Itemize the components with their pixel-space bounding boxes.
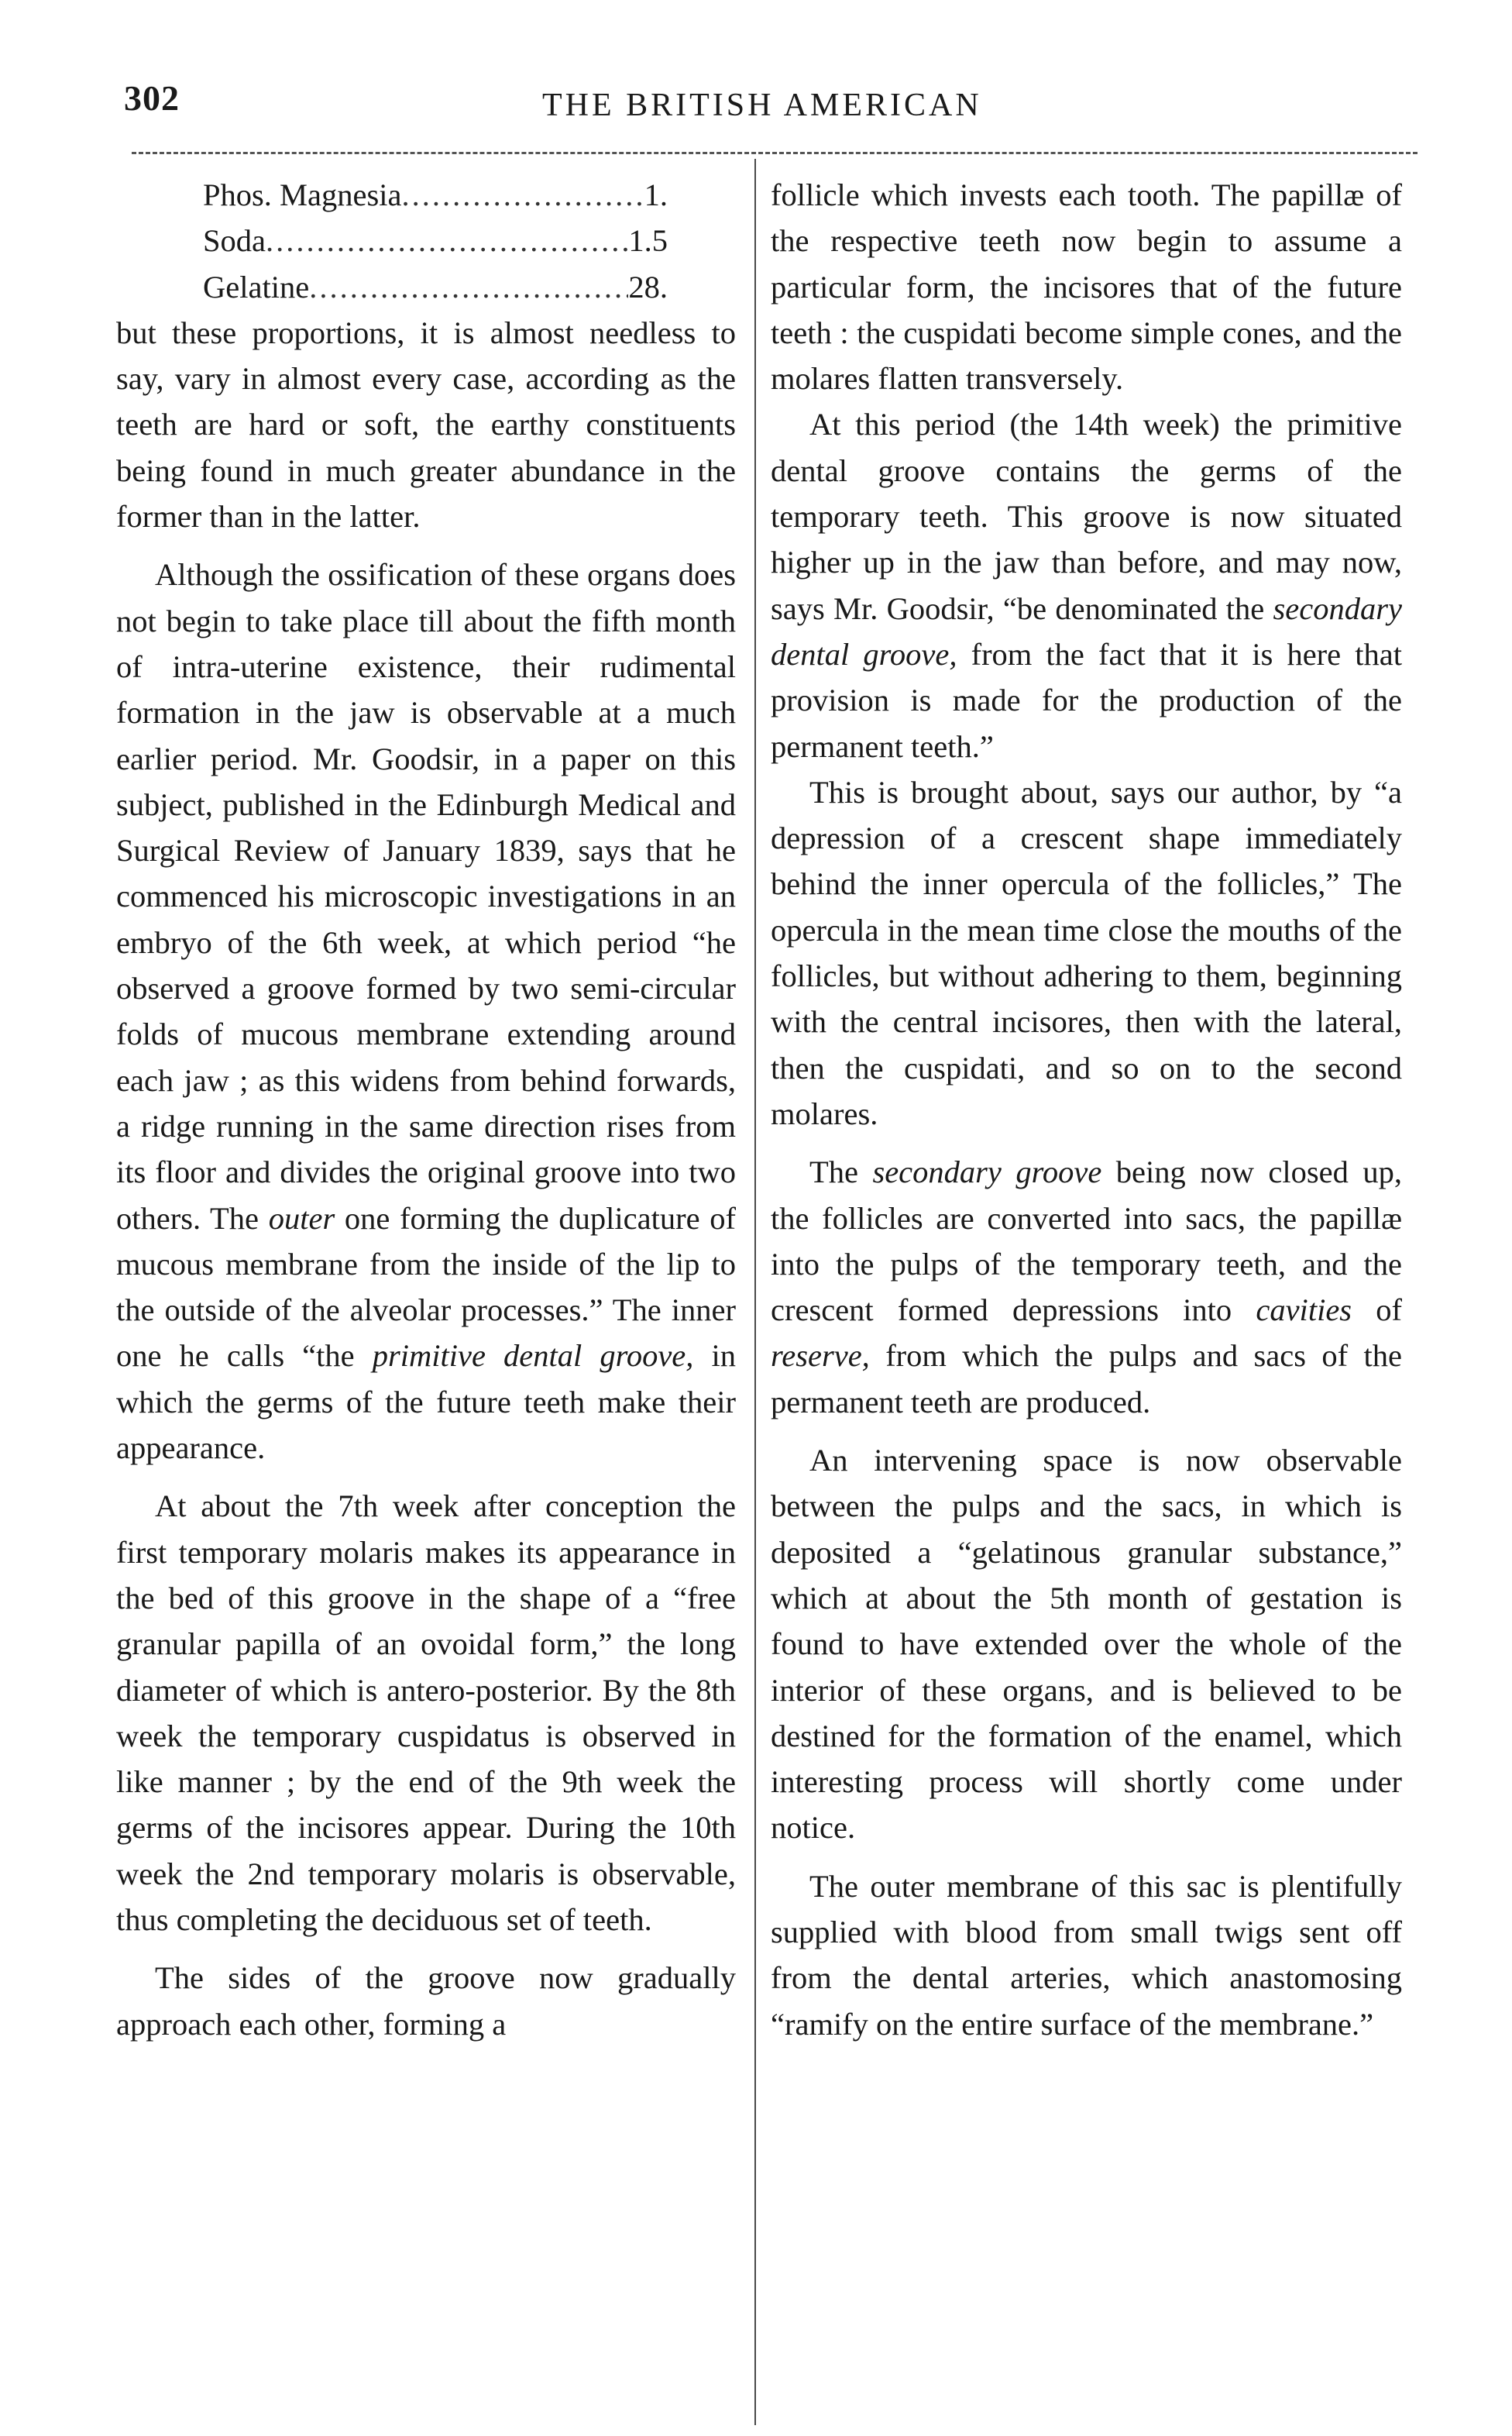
- text-run: from the fact that it is here that provision is made for the production of the permanent teeth.”: [771, 636, 1403, 764]
- paragraph: [771, 1149, 1402, 1425]
- page-number: 302: [124, 78, 180, 118]
- text-run: from which the pulps and sacs of the permanent teeth are produced.: [771, 1338, 1402, 1419]
- composition-table: [203, 172, 668, 310]
- italic-term: secondary dental groove,: [771, 590, 1402, 672]
- composition-row: [203, 172, 668, 218]
- text-run: The: [809, 1154, 873, 1190]
- paragraph: This is brought about, says our author, by “a depression of a crescent shape immediately behind the inner opercula of the follicles,” The opercula in the mean time close the mouths of the follicles, but without adhering to them, beginning with the central incisores, then with the lateral, then the cuspidati, and so on to the second molares.: [771, 774, 1402, 1131]
- italic-term: outer: [268, 1200, 335, 1236]
- leader-dots: [266, 218, 628, 263]
- italic-term: cavities: [1256, 1292, 1352, 1328]
- leader-dots: [402, 172, 644, 218]
- text-run: one forming the duplicature of mucous membrane from the inside of the lip to the outside of the alveolar processes.” The inner one he calls “the: [116, 1200, 736, 1374]
- text-run: being now closed up, the follicles are converted into sacs, the papillæ into the pulps of the temporary teeth, and the crescent formed depressions into: [771, 1154, 1402, 1328]
- running-title: THE BRITISH AMERICAN: [542, 88, 982, 123]
- text-run: At this period (the 14th week) the primitive dental groove contains the germs of the temporary teeth. This groove is now situated higher up in the jaw than before, and may now, says Mr. Goodsir, “be denominated the: [771, 407, 1402, 626]
- paragraph: but these proportions, it is almost needless to say, vary in almost every case, according as the teeth are hard or soft, the earthy constituents being found in much greater abundance in the former than in the latter.: [116, 315, 736, 535]
- italic-term: primitive dental groove,: [372, 1338, 694, 1374]
- composition-row: [203, 264, 668, 310]
- italic-term: secondary groove: [872, 1154, 1102, 1190]
- italic-term: reserve,: [771, 1338, 870, 1374]
- paragraph: [771, 401, 1402, 769]
- composition-row: [203, 218, 668, 263]
- composition-name: Soda: [203, 223, 266, 259]
- text-run: of: [1352, 1292, 1402, 1328]
- text-run: in which the germs of the future teeth make their appearance.: [116, 1338, 736, 1466]
- left-column: [116, 172, 736, 2047]
- composition-value: 1.: [644, 177, 668, 212]
- paragraph: [116, 552, 736, 1471]
- composition-name: Phos. Magnesia: [203, 177, 402, 212]
- paragraph: The sides of the groove now gradually approach each other, forming a: [116, 1960, 736, 2042]
- leader-dots: [309, 264, 628, 310]
- text-run: Although the ossification of these organs does not begin to take place till about the fifth month of intra-uterine existence, their rudimental formation in the jaw is observable at a much earlier period. Mr. Goodsir, in a paper on this subject, published in the Edinburgh Medical and Surgical Review of January 1839, says that he commenced his microscopic investigations in an embryo of the 6th week, at which period “he observed a groove formed by two semi-circular folds of mucous membrane extending around each jaw ; as this widens from behind forwards, a ridge running in the same direction rises from its floor and divides the original groove into two others. The: [116, 557, 736, 1236]
- paragraph: At about the 7th week after conception the first temporary molaris makes its appearance in the bed of this groove in the shape of a “free granular papilla of an ovoidal form,” the long diameter of which is antero-posterior. By the 8th week the temporary cuspidatus is observed in like manner ; by the end of the 9th week the germs of the incisores appear. During the 10th week the 2nd temporary molaris is observable, thus completing the deciduous set of teeth.: [116, 1488, 736, 1937]
- composition-name: Gelatine: [203, 269, 310, 304]
- paragraph: The outer membrane of this sac is plentifully supplied with blood from small twigs sent off from the dental arteries, which anastomosing “ramify on the entire surface of the membrane.”: [771, 1868, 1402, 2042]
- paragraph: follicle which invests each tooth. The papillæ of the respective teeth now begin to assume a particular form, the incisores that of the future teeth : the cuspidati become simple cones, and the molares flatten transversely.: [771, 177, 1402, 397]
- paragraph: An intervening space is now observable between the pulps and the sacs, in which is deposited a “gelatinous granular substance,” which at about the 5th month of gestation is found to have extended over the whole of the interior of these organs, and is believed to be destined for the formation of the enamel, which interesting process will shortly come under notice.: [771, 1443, 1402, 1846]
- right-column: [771, 172, 1402, 2047]
- composition-value: 1.5: [628, 223, 668, 259]
- header-rule: [132, 152, 1418, 154]
- column-divider: [754, 159, 756, 2425]
- composition-value: 28.: [628, 269, 668, 304]
